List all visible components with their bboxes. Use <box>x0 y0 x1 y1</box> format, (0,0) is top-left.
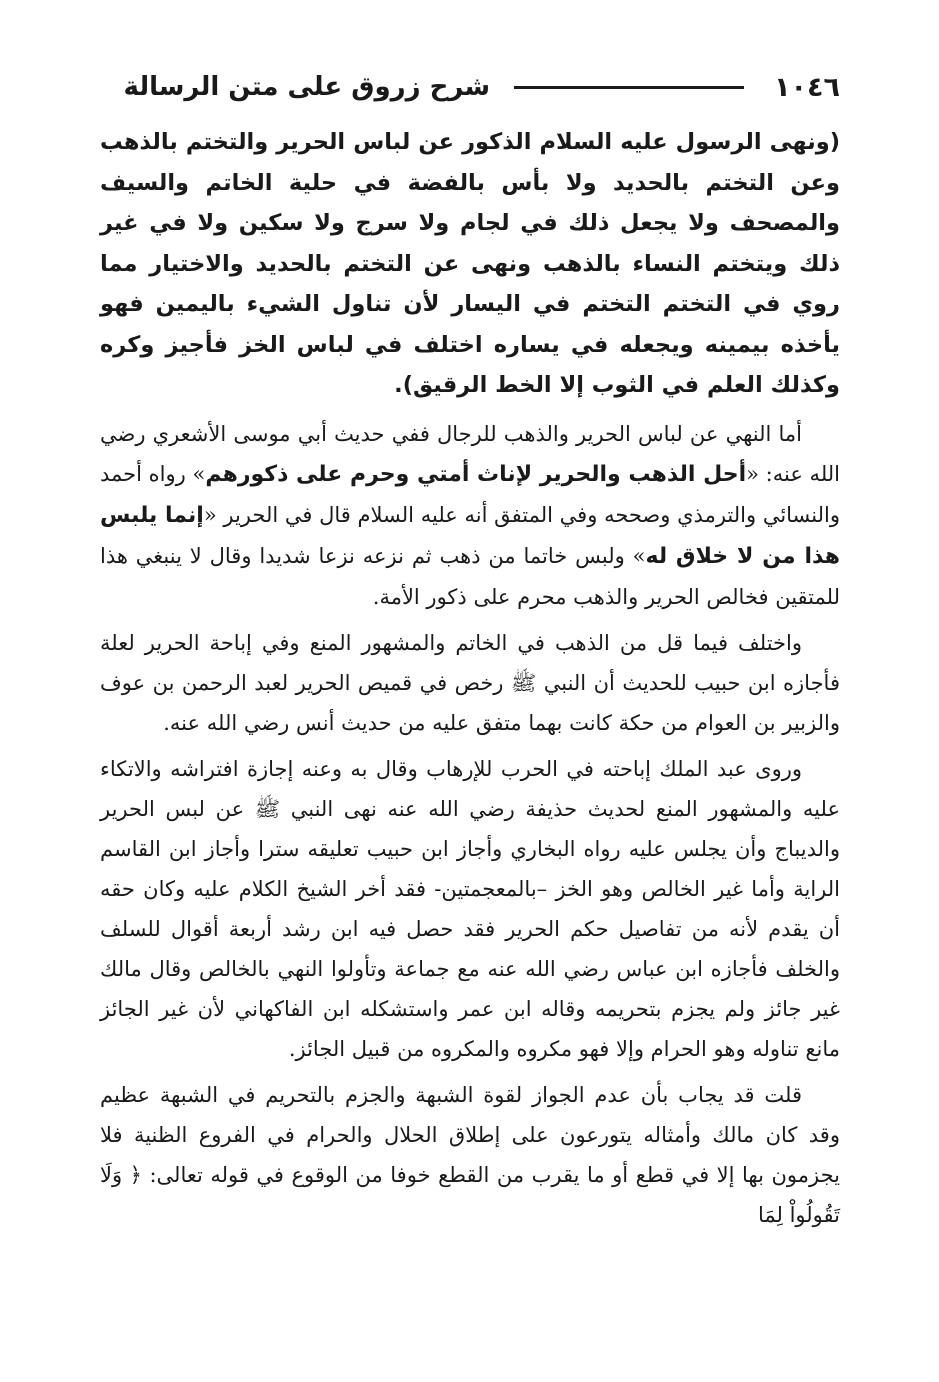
commentary-text: قلت قد يجاب بأن عدم الجواز لقوة الشبهة والجزم بالتحريم في الشبهة عظيم وقد كان مالك وأمثاله يتورعون على إطلاق الحلال والحرام في الفروع الظنية فلا يجزمون بها إلا في قطع أو ما يقرب من القطع خوفا من الوقوع في قوله تعالى: <box>100 1082 840 1187</box>
commentary-text: أما النهي عن لباس الحرير والذهب للرجال ففي حديث أبي موسى الأشعري رضي الله عنه: « <box>100 421 841 486</box>
page-number: ١٠٤٦ <box>774 71 840 103</box>
quran-verse: ﴿ وَلَا تَقُولُواْ لِمَا <box>100 1162 840 1227</box>
page-header <box>100 62 840 112</box>
commentary-paragraph-4 <box>100 1075 840 1235</box>
book-page <box>100 62 840 1362</box>
header-rule <box>514 86 744 89</box>
commentary-paragraph-1 <box>100 414 840 617</box>
commentary-paragraph-2: واختلف فيما قل من الذهب في الخاتم والمشهور المنع وفي إباحة الحرير لعلة فأجازه ابن حبيب للحديث أن النبي ﷺ رخص في قميص الحرير لعبد الرحمن بن عوف والزبير بن العوام من حكة كانت بهما متفق عليه من حديث أنس رضي الله عنه. <box>100 630 840 735</box>
running-title: شرح زروق على متن الرسالة <box>123 72 491 102</box>
matn-text: (ونهى الرسول عليه السلام الذكور عن لباس الحرير والتختم بالذهب وعن التختم بالحديد ولا بأس بالفضة في حلية الخاتم والسيف والمصحف ولا يجعل ذلك في لجام ولا سرج ولا سكين ولا في غير ذلك ويتختم النساء بالذهب ونهى عن التختم بالحديد والاختيار مما روي في التختم التختم في اليسار لأن تناول الشيء باليمين فهو يأخذه بيمينه ويجعله في يساره اختلف في لباس الخز فأجيز وكره وكذلك العلم في الثوب إلا الخط الرقيق). <box>100 129 840 398</box>
commentary-text: » رواه أحمد والنسائي والترمذي وصححه وفي المتفق أنه عليه السلام قال في الحرير « <box>100 461 841 527</box>
commentary-paragraph-3: وروى عبد الملك إباحته في الحرب للإرهاب وقال به وعنه إجازة افتراشه والاتكاء عليه والمشهور المنع لحديث حذيفة رضي الله عنه نهى النبي ﷺ عن لبس الحرير والديباج وأن يجلس عليه رواه البخاري وأجاز ابن حبيب تعليقه سترا وأجاز ابن القاسم الراية وأما غير الخالص وهو الخز –بالمعجمتين- فقد أخر الشيخ الكلام عليه وكان حقه أن يقدم لأنه من تفاصيل حكم الحرير فقد حصل فيه ابن رشد أربعة أقوال للسلف والخلف فأجازه ابن عباس رضي الله عنه مع جماعة وتأولوا النهي بالخالص وقال مالك غير جائز ولم يجزم بتحريمه وقاله ابن عمر واستشكله ابن الفاكهاني لأن غير الجائز مانع تناوله وهو الحرام وإلا فهو مكروه والمكروه من قبيل الجائز. <box>100 756 840 1061</box>
commentary-text: » ولبس خاتما من ذهب ثم نزعه نزعا شديدا وقال لا ينبغي هذا للمتقين فخالص الحرير والذهب محرم على ذكور الأمة. <box>100 543 840 609</box>
hadith-quote: إنما يلبس هذا من لا خلاق له <box>100 502 840 569</box>
hadith-quote: أحل الذهب والحرير لإناث أمتي وحرم على ذكورهم <box>205 461 747 487</box>
